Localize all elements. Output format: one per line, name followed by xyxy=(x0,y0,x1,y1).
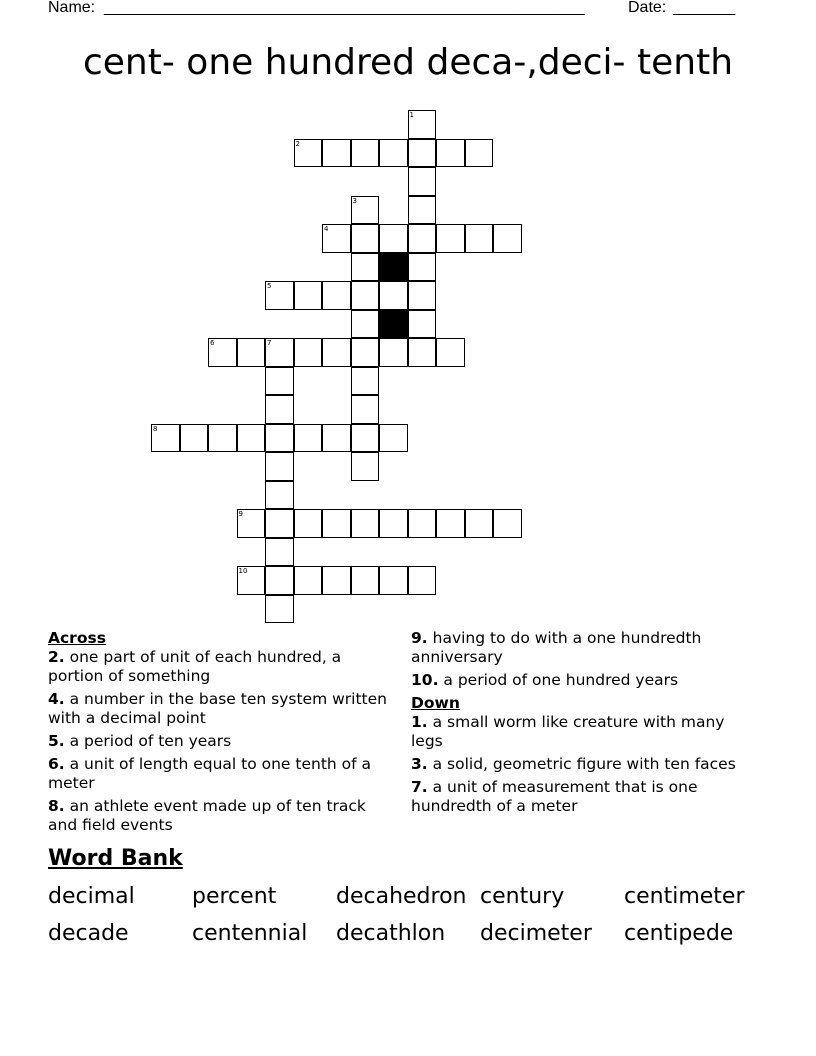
clue-number: 1. xyxy=(411,713,428,731)
grid-cell[interactable] xyxy=(294,338,323,367)
cell-number: 8 xyxy=(153,424,158,433)
grid-cell[interactable] xyxy=(351,196,380,225)
grid-cell[interactable] xyxy=(408,338,437,367)
grid-cell[interactable] xyxy=(465,224,494,253)
black-cell xyxy=(379,253,408,282)
grid-cell[interactable] xyxy=(322,139,351,168)
grid-cell[interactable] xyxy=(351,424,380,453)
grid-cell[interactable] xyxy=(237,566,266,595)
date-label: Date: xyxy=(628,0,667,16)
cell-number: 1 xyxy=(409,111,414,119)
clue-number: 7. xyxy=(411,778,428,796)
grid-cell[interactable] xyxy=(294,566,323,595)
clue-number: 2. xyxy=(48,648,65,666)
word-bank-word: decimeter xyxy=(480,921,592,946)
down-heading: Down xyxy=(411,694,460,712)
cell-number: 2 xyxy=(295,139,300,148)
grid-cell[interactable] xyxy=(322,338,351,367)
word-bank-word: centimeter xyxy=(624,884,745,909)
grid-cell[interactable] xyxy=(294,424,323,453)
page-title: cent- one hundred deca-,deci- tenth xyxy=(82,42,734,83)
cell-number: 9 xyxy=(238,510,243,518)
word-bank-word: decathlon xyxy=(336,921,446,946)
name-label: Name: xyxy=(48,0,96,16)
grid-cell[interactable] xyxy=(265,338,294,367)
cell-number: 6 xyxy=(210,339,215,347)
grid-cell[interactable] xyxy=(265,452,294,481)
grid-cell[interactable] xyxy=(351,452,380,481)
grid-cell[interactable] xyxy=(351,310,380,339)
clue-number: 4. xyxy=(48,690,65,708)
clue-text: a period of one hundred years xyxy=(443,671,679,689)
clue-across-5 xyxy=(48,732,393,751)
grid-cell[interactable] xyxy=(208,424,237,453)
grid-cell[interactable] xyxy=(265,395,294,424)
clue-number: 10. xyxy=(411,671,439,689)
grid-cell[interactable] xyxy=(265,481,294,510)
cell-number: 10 xyxy=(238,567,248,575)
clue-number: 5. xyxy=(48,732,65,750)
word-bank-word: centennial xyxy=(192,921,308,946)
grid-cell[interactable] xyxy=(408,566,437,595)
grid-cell[interactable] xyxy=(265,566,294,595)
grid-cell[interactable] xyxy=(436,224,465,253)
grid-cell[interactable] xyxy=(379,281,408,310)
across-heading: Across xyxy=(48,629,106,647)
clue-text: a unit of measurement that is one hundredth of a meter xyxy=(411,778,698,815)
grid-cell[interactable] xyxy=(294,509,323,538)
grid-cell[interactable] xyxy=(493,224,522,253)
word-bank-word: centipede xyxy=(624,921,734,946)
clue-down-3 xyxy=(411,755,751,774)
grid-cell[interactable] xyxy=(408,139,437,168)
clue-down-1 xyxy=(411,713,751,751)
clue-down-7 xyxy=(411,778,751,816)
grid-cell[interactable] xyxy=(408,253,437,282)
word-bank-word: decahedron xyxy=(336,884,467,909)
grid-cell[interactable] xyxy=(294,139,323,168)
grid-cell[interactable] xyxy=(379,139,408,168)
clue-across-2 xyxy=(48,648,393,686)
clue-across-9 xyxy=(411,629,751,667)
grid-cell[interactable] xyxy=(322,566,351,595)
grid-cell[interactable] xyxy=(351,224,380,253)
grid-cell[interactable] xyxy=(493,509,522,538)
grid-cell[interactable] xyxy=(265,509,294,538)
clue-text: having to do with a one hundredth anniversary xyxy=(411,629,702,666)
grid-cell[interactable] xyxy=(351,281,380,310)
word-bank-word: decimal xyxy=(48,884,135,909)
clue-number: 8. xyxy=(48,797,65,815)
grid-cell[interactable] xyxy=(408,110,437,139)
grid-cell[interactable] xyxy=(265,424,294,453)
grid-cell[interactable] xyxy=(265,595,294,624)
word-bank-word: century xyxy=(480,884,565,909)
clue-number: 9. xyxy=(411,629,428,647)
grid-cell[interactable] xyxy=(322,424,351,453)
grid-cell[interactable] xyxy=(379,338,408,367)
grid-cell[interactable] xyxy=(351,253,380,282)
grid-cell[interactable] xyxy=(465,139,494,168)
grid-cell[interactable] xyxy=(436,338,465,367)
grid-cell[interactable] xyxy=(322,509,351,538)
grid-cell[interactable] xyxy=(237,338,266,367)
clue-text: a solid, geometric figure with ten faces xyxy=(432,755,736,773)
clue-text: a number in the base ten system written with a decimal point xyxy=(48,690,387,727)
grid-cell[interactable] xyxy=(237,424,266,453)
clue-text: a unit of length equal to one tenth of a meter xyxy=(48,755,372,792)
grid-cell[interactable] xyxy=(379,224,408,253)
grid-cell[interactable] xyxy=(322,224,351,253)
grid-cell[interactable] xyxy=(294,281,323,310)
grid-cell[interactable] xyxy=(408,281,437,310)
clue-text: one part of unit of each hundred, a portion of something xyxy=(48,648,342,685)
grid-cell[interactable] xyxy=(151,424,180,453)
cell-number: 4 xyxy=(324,225,329,233)
clue-text: a small worm like creature with many legs xyxy=(411,713,725,750)
word-bank-title: Word Bank xyxy=(48,846,183,871)
clue-across-10 xyxy=(411,671,751,690)
name-blank[interactable]: ______________________________________________________ xyxy=(104,0,585,16)
clues-left-column xyxy=(48,629,393,839)
grid-cell[interactable] xyxy=(379,509,408,538)
grid-cell[interactable] xyxy=(351,395,380,424)
black-cell xyxy=(379,310,408,339)
clue-across-4 xyxy=(48,690,393,728)
clue-text: an athlete event made up of ten track and field events xyxy=(48,797,366,834)
grid-cell[interactable] xyxy=(237,509,266,538)
grid-cell[interactable] xyxy=(408,509,437,538)
grid-cell[interactable] xyxy=(322,281,351,310)
grid-cell[interactable] xyxy=(351,566,380,595)
word-bank-word: percent xyxy=(192,884,277,909)
grid-cell[interactable] xyxy=(180,424,209,453)
clue-across-8 xyxy=(48,797,393,835)
grid-cell[interactable] xyxy=(436,139,465,168)
clues-right-column xyxy=(411,629,751,820)
grid-cell[interactable] xyxy=(265,281,294,310)
grid-cell[interactable] xyxy=(408,224,437,253)
date-blank[interactable]: _______ xyxy=(673,0,736,16)
grid-cell[interactable] xyxy=(265,367,294,396)
grid-cell[interactable] xyxy=(379,566,408,595)
grid-cell[interactable] xyxy=(408,167,437,196)
grid-cell[interactable] xyxy=(351,367,380,396)
clue-number: 6. xyxy=(48,755,65,773)
grid-cell[interactable] xyxy=(408,196,437,225)
grid-cell[interactable] xyxy=(465,509,494,538)
clue-across-6 xyxy=(48,755,393,793)
grid-cell[interactable] xyxy=(379,424,408,453)
grid-cell[interactable] xyxy=(208,338,237,367)
cell-number: 7 xyxy=(267,339,272,347)
clue-number: 3. xyxy=(411,755,428,773)
grid-cell[interactable] xyxy=(408,310,437,339)
grid-cell[interactable] xyxy=(351,139,380,168)
clue-text: a period of ten years xyxy=(69,732,232,750)
grid-cell[interactable] xyxy=(351,338,380,367)
cell-number: 3 xyxy=(352,196,357,205)
word-bank-word: decade xyxy=(48,921,129,946)
grid-cell[interactable] xyxy=(265,538,294,567)
grid-cell[interactable] xyxy=(351,509,380,538)
cell-number: 5 xyxy=(267,282,272,290)
grid-cell[interactable] xyxy=(436,509,465,538)
